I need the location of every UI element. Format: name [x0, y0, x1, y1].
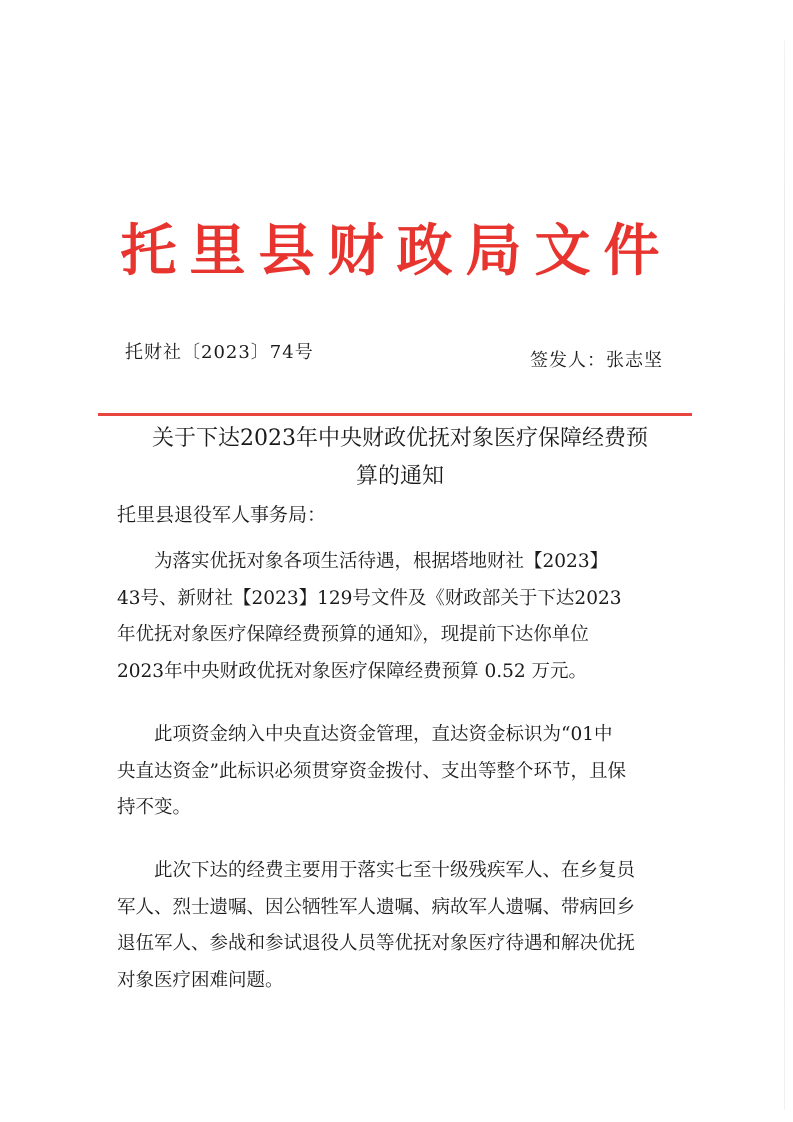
paragraph-line: 此次下达的经费主要用于落实七至十级残疾军人、在乡复员 [117, 860, 636, 881]
salutation: 托里县退役军人事务局： [117, 504, 327, 526]
document-title [120, 420, 680, 496]
signer: 签发人：张志坚 [530, 350, 663, 371]
paragraph-line: 持不变。 [117, 797, 192, 818]
paragraph-2 [117, 717, 677, 827]
paragraph-line: 43号、新财社【2023】129号文件及《财政部关于下达2023 [117, 587, 622, 609]
paragraph-line: 央直达资金”此标识必须贯穿资金拨付、支出等整个环节，且保 [117, 760, 626, 782]
paragraph-line: 此项资金纳入中央直达资金管理，直达资金标识为“01中 [117, 724, 613, 745]
red-separator-rule [98, 413, 692, 416]
paragraph-line: 2023年中央财政优抚对象医疗保障经费预算 0.52 万元。 [117, 660, 588, 682]
title-line: 关于下达2023年中央财政优抚对象医疗保障经费预 [152, 426, 648, 451]
scan-edge-line [784, 40, 785, 1110]
paragraph-line: 为落实优抚对象各项生活待遇，根据塔地财社【2023】 [117, 551, 609, 572]
paragraph-line: 对象医疗困难问题。 [117, 969, 284, 991]
title-line: 算的通知 [355, 464, 444, 489]
paragraph-line: 军人、烈士遗嘱、因公牺牲军人遗嘱、病故军人遗嘱、带病回乡 [117, 896, 636, 918]
paragraph-line: 退伍军人、参战和参试退役人员等优抚对象医疗待遇和解决优抚 [117, 933, 636, 954]
document-number: 托财社〔2023〕74号 [125, 342, 314, 363]
masthead-title: 托里县财政局文件 [120, 219, 673, 284]
paragraph-1 [117, 544, 677, 690]
paragraph-3 [117, 853, 677, 999]
paragraph-line: 年优抚对象医疗保障经费预算的通知》，现提前下达你单位 [117, 624, 589, 645]
